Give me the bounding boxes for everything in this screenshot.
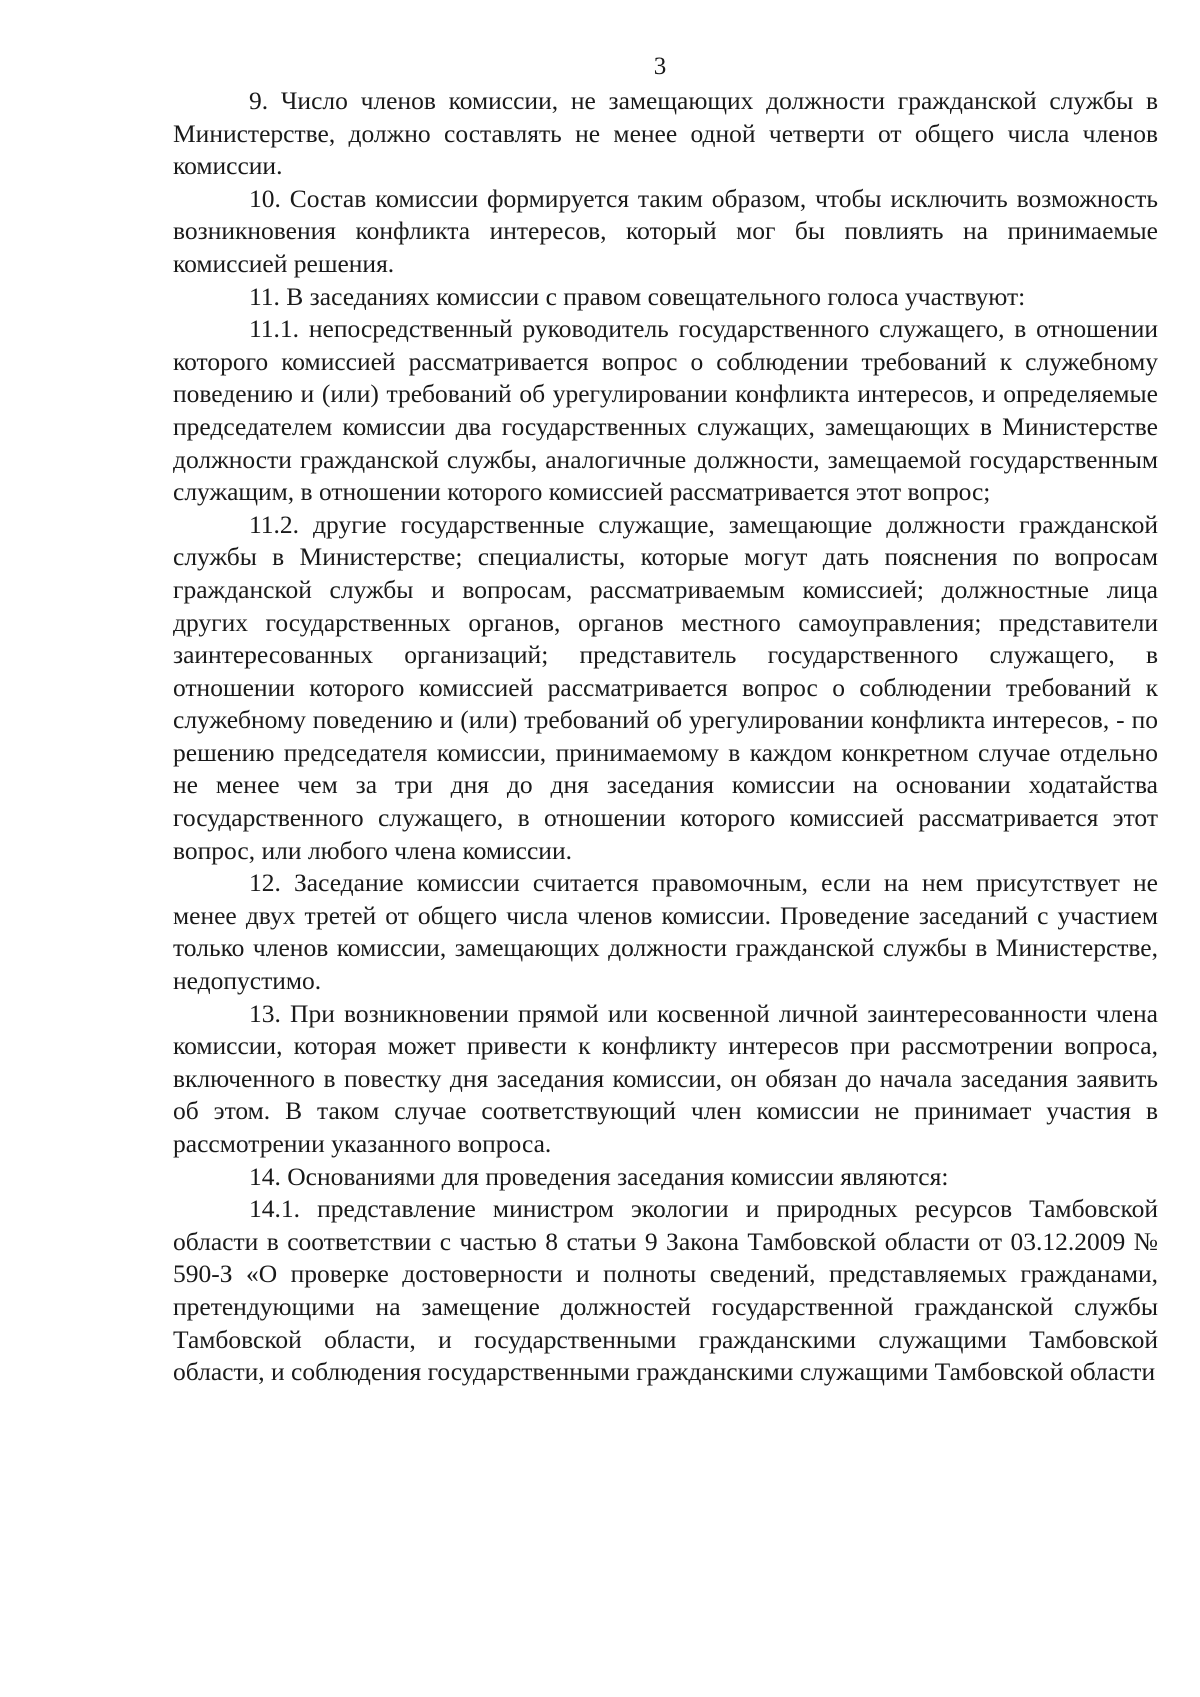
paragraph-9: 9. Число членов комиссии, не замещающих должности гражданской службы в Министерстве, должно составлять не менее одной четверти от общего числа членов комиссии. <box>173 86 1158 181</box>
paragraph-14-1: 14.1. представление министром экологии и природных ресурсов Тамбовской области в соответствии с частью 8 статьи 9 Закона Тамбовской области от 03.12.2009 № 590-З «О проверке достоверности и полноты сведений, представляемых гражданами, претендующими на замещение должностей государственной гражданской службы Тамбовской области, и государственными гражданскими служащими Тамбовской области, и соблюдения государственными гражданскими служащими Тамбовской области <box>173 1194 1158 1387</box>
document-body <box>173 85 1158 1389</box>
page-number: 3 <box>653 53 667 80</box>
paragraph-11: 11. В заседаниях комиссии с правом совещательного голоса участвуют: <box>249 281 1026 311</box>
paragraph-13: 13. При возникновении прямой или косвенной личной заинтересованности члена комиссии, которая может привести к конфликту интересов при рассмотрении вопроса, включенного в повестку дня заседания комиссии, он обязан до начала заседания заявить об этом. В таком случае соответствующий член комиссии не принимает участия в рассмотрении указанного вопроса. <box>173 998 1158 1158</box>
paragraph-14: 14. Основаниями для проведения заседания комиссии являются: <box>249 1161 949 1191</box>
paragraph-11-1: 11.1. непосредственный руководитель государственного служащего, в отношении которого комиссией рассматривается вопрос о соблюдении требований к служебному поведению и (или) требований об урегулировании конфликта интересов, и определяемые председателем комиссии два государственных служащих, замещающих в Министерстве должности гражданской службы, аналогичные должности, замещаемой государственным служащим, в отношении которого комиссией рассматривается этот вопрос; <box>173 314 1158 507</box>
paragraph-11-2: 11.2. другие государственные служащие, замещающие должности гражданской службы в Министерстве; специалисты, которые могут дать пояснения по вопросам гражданской службы и вопросам, рассматриваемым комиссией; должностные лица других государственных органов, органов местного самоуправления; представители заинтересованных организаций; представитель государственного служащего, в отношении которого комиссией рассматривается вопрос о соблюдении требований к служебному поведению и (или) требований об урегулировании конфликта интересов, - по решению председателя комиссии, принимаемому в каждом конкретном случае отдельно не менее чем за три дня до дня заседания комиссии на основании ходатайства государственного служащего, в отношении которого комиссией рассматривается этот вопрос, или любого члена комиссии. <box>173 509 1158 865</box>
paragraph-12: 12. Заседание комиссии считается правомочным, если на нем присутствует не менее двух третей от общего числа членов комиссии. Проведение заседаний с участием только членов комиссии, замещающих должности гражданской службы в Министерстве, недопустимо. <box>173 868 1158 996</box>
paragraph-10: 10. Состав комиссии формируется таким образом, чтобы исключить возможность возникновения конфликта интересов, который мог бы повлиять на принимаемые комиссией решения. <box>173 183 1158 278</box>
